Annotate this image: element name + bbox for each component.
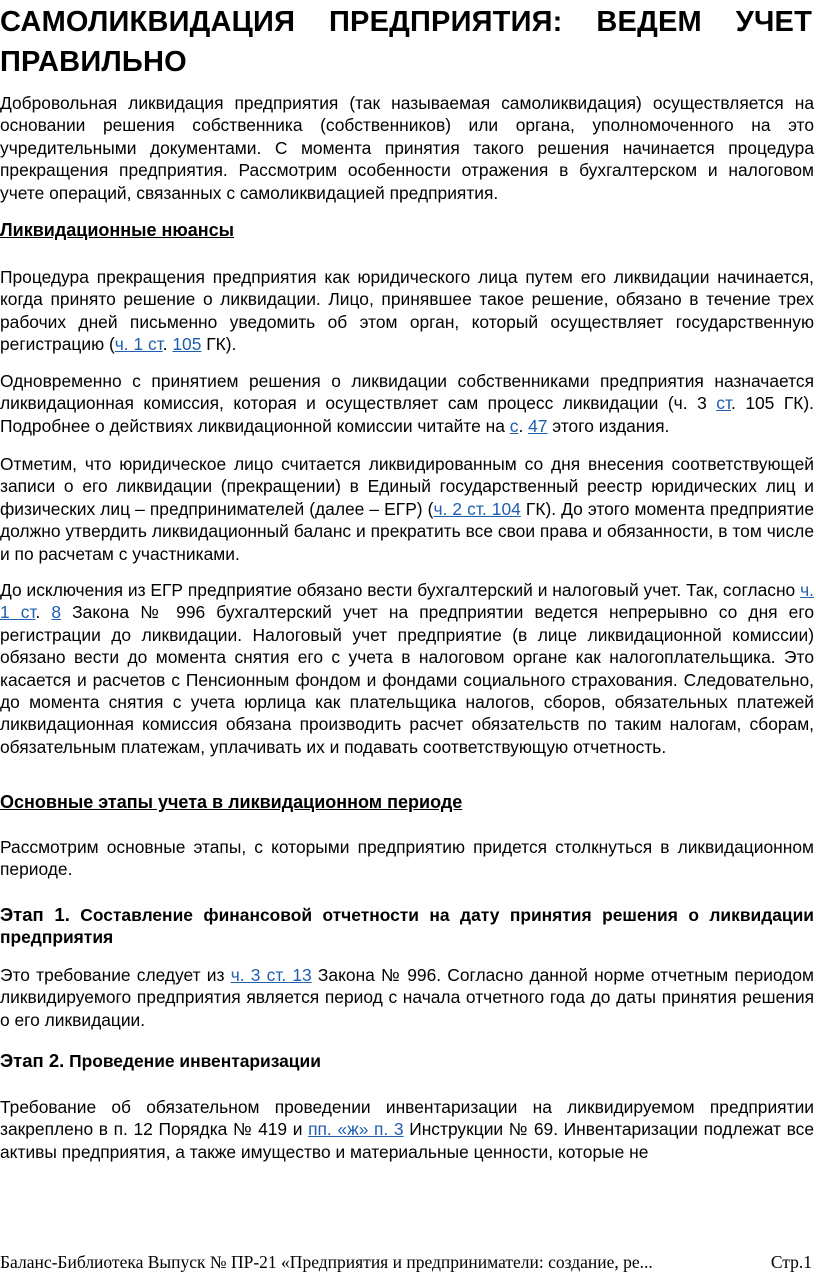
page-link[interactable]: 47 — [528, 415, 548, 436]
footer-source: Баланс-Библиотека Выпуск № ПР-21 «Предприятия и предприниматели: создание, ре... — [0, 1252, 653, 1272]
paragraph-commission: Одновременно с принятием решения о ликвидации собственниками предприятия назначается ликвидационная комиссия, которая и осуществляет сам процесс ликвидации (ч. 3 ст. 105 ГК). Подробнее о действиях ликвидационной комиссии читайте на с. 47 этого издания. — [0, 371, 814, 436]
law-link[interactable]: ч. 3 ст. 13 — [230, 965, 312, 985]
law-link[interactable]: ч. 1 ст — [114, 334, 163, 355]
section-heading-liquidation-nuances: Ликвидационные нюансы — [0, 220, 235, 240]
law-link[interactable]: 105 — [172, 334, 202, 355]
page-number: Стр.1 — [770, 1252, 812, 1272]
paragraph-registry: Отметим, что юридическое лицо считается ликвидированным со дня внесения соответствующей записи о его ликвидации (прекращении) в Единый государственный реестр юридических лиц и физических лиц – предпринимателей (далее – ЕГР) (ч. 2 ст. 104 ГК). До этого момента предприятие должно утвердить ликвидационный баланс и прекратить все свои права и обязанности, в том числе и по расчетам с участниками. — [0, 454, 814, 564]
paragraph-stages-intro: Рассмотрим основные этапы, с которыми предприятию придется столкнуться в ликвидационном периоде. — [0, 837, 814, 880]
paragraph-accounting: До исключения из ЕГР предприятие обязано вести бухгалтерский и налоговый учет. Так, согласно ч. 1 ст. 8 Закона № 996 бухгалтерский учет на предприятии ведется непрерывно со дня его регистрации до ликвидации. Налоговый учет предприятие (в лице ликвидационной комиссии) обязано вести до момента снятия его с учета в налоговом органе как налогоплательщика. Это касается и расчетов с Пенсионным фондом и фондами социального страхования. Следовательно, до момента снятия с учета юрлица как плательщика налогов, сборов, обязательных платежей ликвидационная комиссия обязана производить расчет обязательств по таким налогам, сборам, обязательным платежам, уплачивать их и подавать соответствующую отчетность. — [0, 580, 814, 757]
page-link[interactable]: с — [509, 415, 519, 436]
law-link[interactable]: ч. 2 ст. 104 — [433, 498, 521, 519]
stage-1-heading: Этап 1. Составление финансовой отчетности на дату принятия решения о ликвидации предприятия — [0, 904, 814, 948]
page-title: САМОЛИКВИДАЦИЯ ПРЕДПРИЯТИЯ: ВЕДЕМ УЧЕТ ПРАВИЛЬНО — [0, 6, 812, 78]
paragraph-procedure: Процедура прекращения предприятия как юридического лица путем его ликвидации начинается, когда принято решение о ликвидации. Лицо, принявшее такое решение, обязано в течение трех рабочих дней письменно уведомить об этом орган, который осуществляет государственную регистрацию (ч. 1 ст. 105 ГК). — [0, 267, 814, 355]
stage-2-heading: Этап 2. Проведение инвентаризации — [0, 1050, 321, 1071]
law-link[interactable]: 8 — [51, 602, 62, 623]
section-heading-main-stages: Основные этапы учета в ликвидационном периоде — [0, 792, 463, 812]
law-link[interactable]: пп. «ж» п. 3 — [308, 1119, 404, 1140]
paragraph-stage-2: Требование об обязательном проведении инвентаризации на ликвидируемом предприятии закреплено в п. 12 Порядка № 419 и пп. «ж» п. 3 Инструкции № 69. Инвентаризации подлежат все активы предприятия, а также имущество и материальные ценности, которые не — [0, 1097, 814, 1162]
law-link[interactable]: ч. 1 ст — [0, 580, 814, 623]
intro-paragraph: Добровольная ликвидация предприятия (так называемая самоликвидация) осуществляется на основании решения собственника (собственников) или органа, уполномоченного на это учредительными документами. С момента принятия такого решения начинается процедура прекращения предприятия. Рассмотрим особенности отражения в бухгалтерском и налоговом учете операций, связанных с самоликвидацией предприятия. — [0, 93, 814, 203]
page-footer — [0, 1250, 816, 1274]
paragraph-stage-1: Это требование следует из ч. 3 ст. 13 Закона № 996. Согласно данной норме отчетным периодом ликвидируемого предприятия является период с начала отчетного года до даты принятия решения о его ликвидации. — [0, 965, 814, 1030]
law-link[interactable]: ст — [716, 393, 731, 414]
